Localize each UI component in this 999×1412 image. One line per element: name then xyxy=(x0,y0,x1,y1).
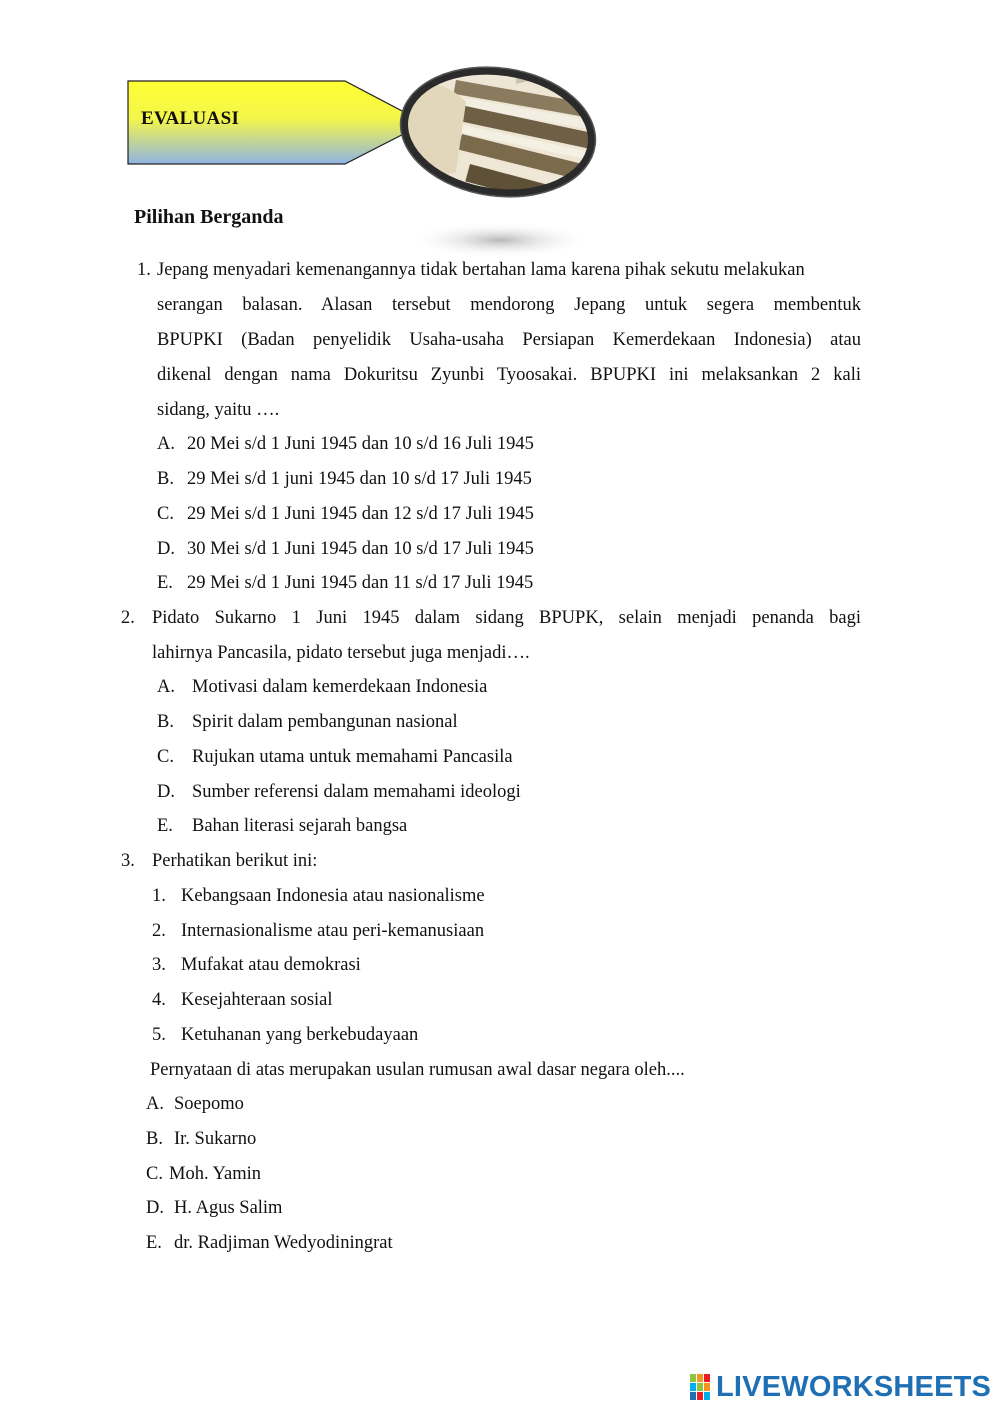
q1-option-c[interactable]: 29 Mei s/d 1 Juni 1945 dan 12 s/d 17 Juli 1945 xyxy=(187,504,534,524)
q3-option-c-letter: C. xyxy=(146,1164,163,1184)
liveworksheets-icon xyxy=(690,1374,712,1400)
q3-option-a-letter: A. xyxy=(146,1094,164,1114)
q3-option-b-letter: B. xyxy=(146,1129,163,1149)
q3-item-2-number: 2. xyxy=(152,921,166,941)
q2-option-c-letter: C. xyxy=(157,747,174,767)
question-3-number: 3. xyxy=(121,851,135,871)
q3-option-e[interactable]: dr. Radjiman Wedyodiningrat xyxy=(174,1233,393,1253)
question-2-number: 2. xyxy=(121,608,135,628)
q3-item-1-number: 1. xyxy=(152,886,166,906)
q3-item-3-number: 3. xyxy=(152,955,166,975)
q3-item-3: Mufakat atau demokrasi xyxy=(181,955,361,975)
question-2-line-1: Pidato Sukarno 1 Juni 1945 dalam sidang BPUPK, selain menjadi penanda bagi xyxy=(152,608,861,628)
q3-item-4: Kesejahteraan sosial xyxy=(181,990,333,1010)
q2-option-b-letter: B. xyxy=(157,712,174,732)
q3-option-d[interactable]: H. Agus Salim xyxy=(174,1198,283,1218)
q1-option-e-letter: E. xyxy=(157,573,173,593)
q3-item-2: Internasionalisme atau peri-kemanusiaan xyxy=(181,921,485,941)
q1-option-e[interactable]: 29 Mei s/d 1 Juni 1945 dan 11 s/d 17 Juli 1945 xyxy=(187,573,534,593)
q3-option-c[interactable]: Moh. Yamin xyxy=(169,1164,262,1184)
q3-item-1: Kebangsaan Indonesia atau nasionalisme xyxy=(181,886,485,906)
banner-label: EVALUASI xyxy=(141,108,240,129)
q2-option-b[interactable]: Spirit dalam pembangunan nasional xyxy=(192,712,458,732)
q2-option-a[interactable]: Motivasi dalam kemerdekaan Indonesia xyxy=(192,677,488,697)
question-2-line-2: lahirnya Pancasila, pidato tersebut juga menjadi…. xyxy=(152,643,530,663)
liveworksheets-logo[interactable] xyxy=(690,1372,991,1402)
q1-option-d-letter: D. xyxy=(157,539,175,559)
q1-option-d[interactable]: 30 Mei s/d 1 Juni 1945 dan 10 s/d 17 Juli 1945 xyxy=(187,539,534,559)
q2-option-e[interactable]: Bahan literasi sejarah bangsa xyxy=(192,816,408,836)
question-1-line-5: sidang, yaitu …. xyxy=(157,400,280,420)
q1-option-b[interactable]: 29 Mei s/d 1 juni 1945 dan 10 s/d 17 Juli 1945 xyxy=(187,469,532,489)
books-image xyxy=(396,62,602,262)
q3-item-4-number: 4. xyxy=(152,990,166,1010)
q3-option-b[interactable]: Ir. Sukarno xyxy=(174,1129,257,1149)
question-1-line-4: dikenal dengan nama Dokuritsu Zyunbi Tyoosakai. BPUPKI ini melaksankan 2 kali xyxy=(157,365,861,385)
question-1-line-3: BPUPKI (Badan penyelidik Usaha-usaha Persiapan Kemerdekaan Indonesia) atau xyxy=(157,330,861,350)
q1-option-c-letter: C. xyxy=(157,504,174,524)
q3-item-5-number: 5. xyxy=(152,1025,166,1045)
liveworksheets-wordmark: LIVEWORKSHEETS xyxy=(716,1370,992,1403)
question-3-statement: Pernyataan di atas merupakan usulan rumusan awal dasar negara oleh.... xyxy=(150,1060,685,1080)
q2-option-a-letter: A. xyxy=(157,677,175,697)
q2-option-d-letter: D. xyxy=(157,782,175,802)
q2-option-c[interactable]: Rujukan utama untuk memahami Pancasila xyxy=(192,747,513,767)
q3-option-e-letter: E. xyxy=(146,1233,162,1253)
question-1-number: 1. xyxy=(137,260,151,280)
q3-item-5: Ketuhanan yang berkebudayaan xyxy=(181,1025,419,1045)
q2-option-e-letter: E. xyxy=(157,816,173,836)
q1-option-b-letter: B. xyxy=(157,469,174,489)
question-3-intro: Perhatikan berikut ini: xyxy=(152,851,318,871)
question-1-line-2: serangan balasan. Alasan tersebut mendorong Jepang untuk segera membentuk xyxy=(157,295,861,315)
q1-option-a-letter: A. xyxy=(157,434,175,454)
question-1-line-1: Jepang menyadari kemenangannya tidak bertahan lama karena pihak sekutu melakukan xyxy=(157,260,805,280)
q2-option-d[interactable]: Sumber referensi dalam memahami ideologi xyxy=(192,782,521,802)
section-title: Pilihan Berganda xyxy=(134,206,284,228)
q3-option-a[interactable]: Soepomo xyxy=(174,1094,244,1114)
q1-option-a[interactable]: 20 Mei s/d 1 Juni 1945 dan 10 s/d 16 Juli 1945 xyxy=(187,434,534,454)
q3-option-d-letter: D. xyxy=(146,1198,164,1218)
